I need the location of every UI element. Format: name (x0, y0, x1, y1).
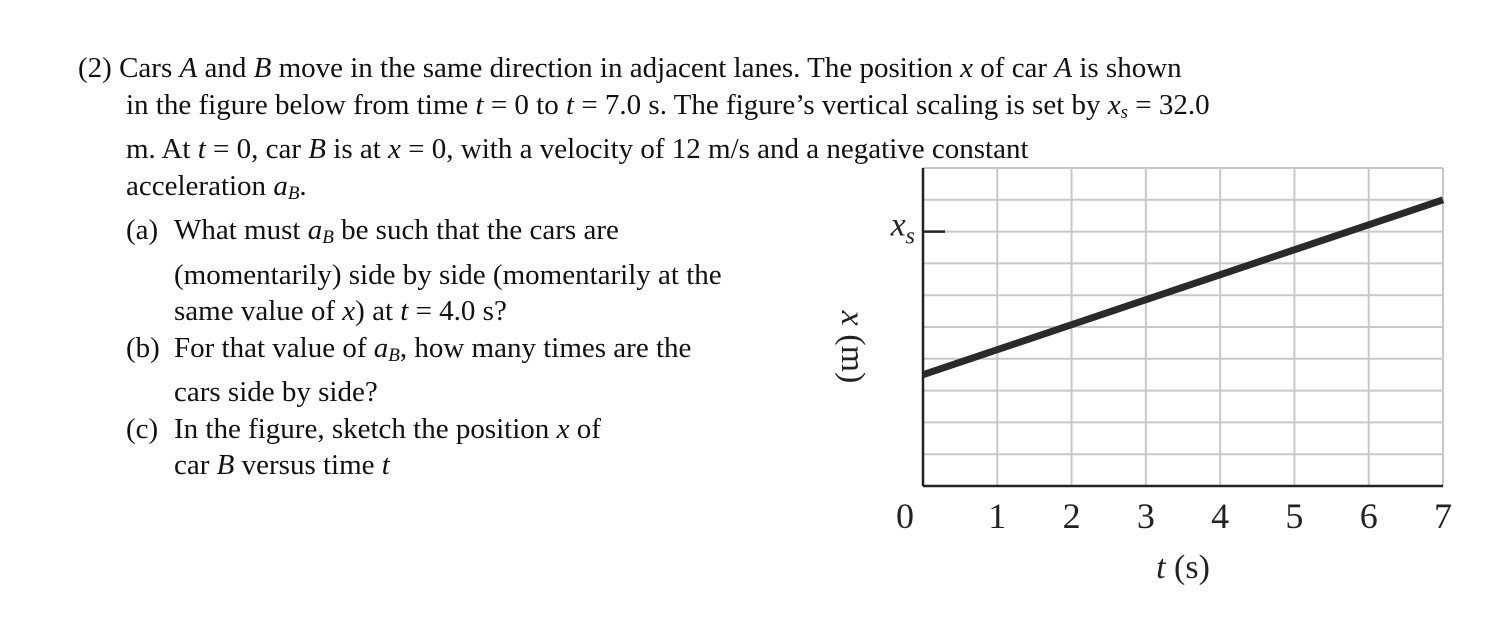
part-c-tag: (c) (126, 412, 159, 445)
position-time-chart (780, 150, 1480, 620)
x-tick-label: 2 (1062, 496, 1081, 536)
part-a-line-3: same value of x) at t = 4.0 s? (174, 295, 507, 327)
x-tick-label: 7 (1434, 496, 1452, 536)
part-b-line-1: For that value of $a_B$, how many times are the (174, 331, 692, 366)
problem-intro-line-3: m. At t = 0, car B is at x = 0, with a velocity of 12 m/s and a negative constant (126, 133, 1029, 165)
position-time-figure (780, 150, 1480, 620)
x-axis-label: t (s) (1156, 549, 1210, 586)
x-tick-label: 1 (988, 496, 1007, 536)
grid (923, 168, 1443, 486)
part-b-tag: (b) (126, 331, 160, 364)
x-tick-label: 5 (1285, 496, 1304, 536)
x-tick-label: 4 (1211, 496, 1230, 536)
part-c-line-1: In the figure, sketch the position x of (174, 412, 601, 445)
problem-intro-line-4: acceleration $a_B$. (126, 169, 307, 204)
part-a-tag: (a) (126, 214, 159, 246)
x-tick-label: 6 (1359, 496, 1378, 536)
part-c-line-2: car B versus time t (174, 449, 390, 481)
part-a-line-2: (momentarily) side by side (momentarily at the (174, 258, 722, 291)
problem-number: (2) (78, 52, 112, 84)
problem-intro-line-1: (2) Cars A and B move in the same direction in adjacent lanes. The position x of car A is shown (78, 52, 1182, 84)
part-a-line-1: What must $a_B$ be such that the cars are (174, 214, 619, 248)
y-axis-label: x (m) (834, 310, 871, 384)
part-b-line-2: cars side by side? (174, 376, 378, 408)
series (923, 200, 1443, 375)
x-tick-label: 3 (1136, 496, 1155, 536)
x-tick-label: 0 (896, 496, 914, 536)
series-line-car-a (923, 200, 1443, 375)
problem-intro-line-2: in the figure below from time t = 0 to t = 7.0 s. The figure’s vertical scaling is set by $x_s = 32.0$ (126, 88, 1210, 123)
y-tick-label-xs: $x_s$ (890, 206, 915, 250)
